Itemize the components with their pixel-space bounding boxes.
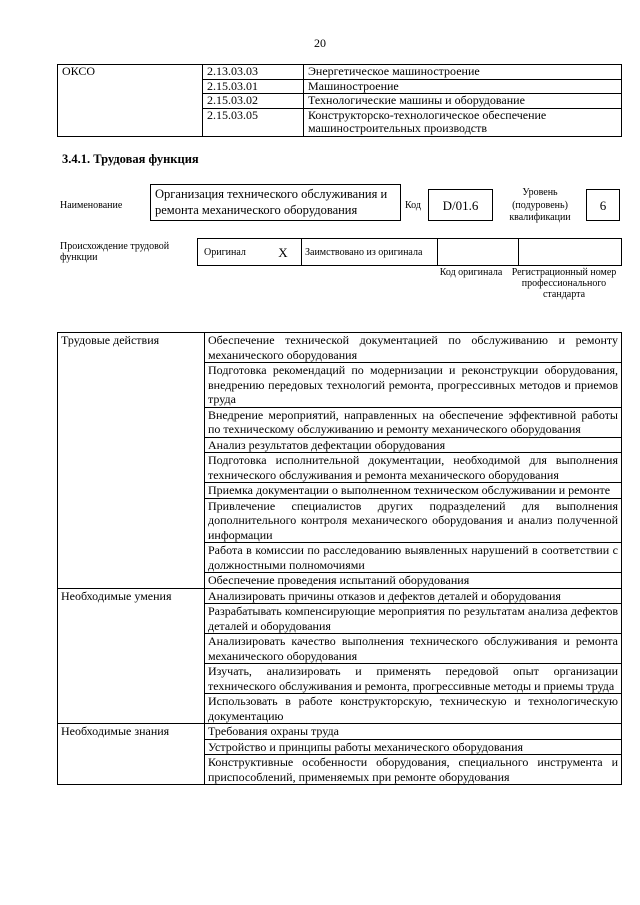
okso-table [57,64,622,137]
item-cell: Анализ результатов дефектации оборудования [205,437,622,453]
original-mark: X [265,239,302,266]
category-cell: Необходимые знания [58,724,205,785]
table-row [58,724,622,740]
page-number: 20 [314,36,326,50]
item-cell: Работа в комиссии по расследованию выявленных нарушений в соответствии с должностными полномочиями [205,543,622,573]
reg-number-cell [519,239,622,266]
item-cell: Разрабатывать компенсирующие мероприятия по результатам анализа дефектов деталей и оборудования [205,604,622,634]
origin-label: Происхождение трудовой функции [60,241,170,263]
table-row [58,333,622,363]
item-cell: Конструктивные особенности оборудования, специального инструмента и приспособлений, применяемых при ремонте оборудования [205,755,622,785]
item-cell: Анализировать качество выполнения технического обслуживания и ремонта механического оборудования [205,634,622,664]
item-cell: Привлечение специалистов других подразделений для выполнения дополнительного контроля механического оборудования и анализ полученной информации [205,498,622,543]
item-cell: Обеспечение технической документацией по обслуживанию и ремонту механического оборудования [205,333,622,363]
original-label: Оригинал [198,239,266,266]
category-cell: Необходимые умения [58,588,205,724]
function-code-box: D/01.6 [428,189,493,221]
okso-name: Технологические машины и оборудование [304,94,622,109]
origin-table [197,238,622,266]
item-cell: Устройство и принципы работы механического оборудования [205,739,622,755]
code-original-cell [438,239,519,266]
item-cell: Обеспечение проведения испытаний оборудования [205,573,622,589]
okso-code: 2.15.03.02 [203,94,304,109]
code-label: Код [405,200,421,211]
category-cell: Трудовые действия [58,333,205,589]
item-cell: Изучать, анализировать и применять передовой опыт организации технического обслуживания и ремонта, прогрессивные методы и приемы труда [205,664,622,694]
okso-code: 2.15.03.05 [203,108,304,136]
borrowed-label: Заимствовано из оригинала [302,239,438,266]
item-cell: Требования охраны труда [205,724,622,740]
item-cell: Приемка документации о выполненном техническом обслуживании и ремонте [205,483,622,499]
code-original-caption: Код оригинала [439,267,503,278]
item-cell: Использовать в работе конструкторскую, техническую и технологическую документацию [205,694,622,724]
name-label: Наименование [60,200,123,211]
okso-code: 2.13.03.03 [203,65,304,80]
okso-code: 2.15.03.01 [203,79,304,94]
item-cell: Подготовка исполнительной документации, необходимой для выполнения технического обслуживания и ремонта механического оборудования [205,453,622,483]
item-cell: Внедрение мероприятий, направленных на обеспечение эффективной работы по техническому обслуживанию и ремонту механического оборудования [205,407,622,437]
okso-name: Конструкторско-технологическое обеспечение машиностроительных производств [304,108,622,136]
okso-name: Энергетическое машиностроение [304,65,622,80]
table-row [58,588,622,604]
section-title: 3.4.1. Трудовая функция [62,152,199,166]
okso-row [58,65,622,80]
function-name-box: Организация технического обслуживания и ремонта механического оборудования [150,184,401,221]
okso-label: ОКСО [58,65,203,137]
level-label: Уровень (подуровень) квалификации [509,187,571,223]
item-cell: Анализировать причины отказов и дефектов деталей и оборудования [205,588,622,604]
level-box: 6 [586,189,620,221]
okso-name: Машиностроение [304,79,622,94]
function-details-table [57,332,622,785]
reg-number-caption: Регистрационный номер профессионального стандарта [511,267,617,300]
item-cell: Подготовка рекомендаций по модернизации и реконструкции оборудования, внедрению передовых технологий ремонта, прогрессивных методов и приемов труда [205,363,622,408]
